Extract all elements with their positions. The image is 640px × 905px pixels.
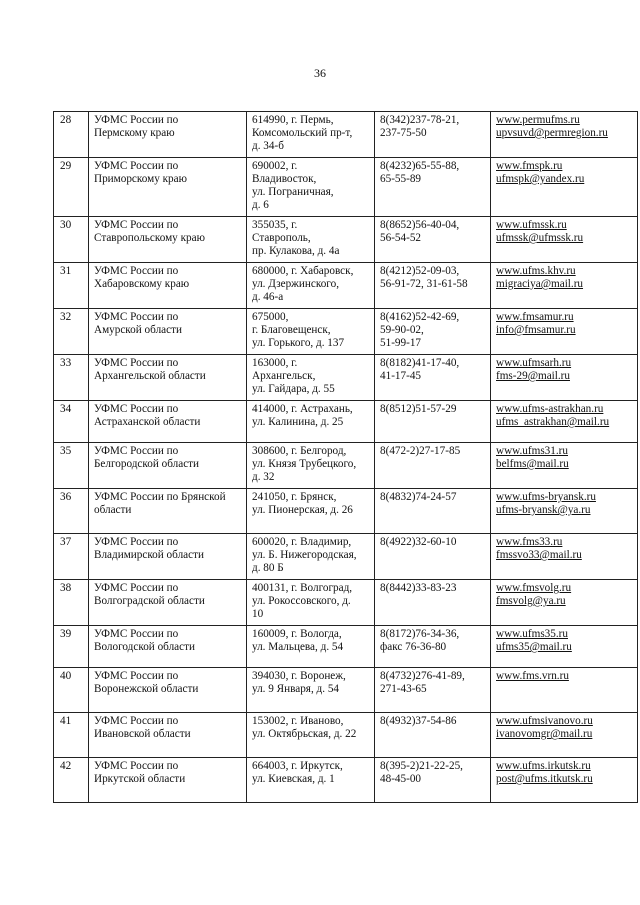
address-cell [247, 309, 375, 355]
phone-line: 41-17-45 [380, 370, 422, 382]
address-cell [247, 580, 375, 626]
address-line: 308600, г. Белгород, [252, 445, 347, 457]
address-line: ул. Дзержинского, [252, 278, 339, 290]
office-name-line: Амурской области [94, 324, 182, 336]
office-name-line: УФМС России по [94, 760, 179, 772]
phone-cell [375, 580, 491, 626]
office-name-line: Приморскому краю [94, 173, 187, 185]
phone-cell [375, 355, 491, 401]
web-contact-cell [491, 758, 638, 803]
email-link[interactable]: ufms_astrakhan@mail.ru [496, 416, 610, 428]
row-number: 40 [54, 668, 89, 713]
office-name-line: Ивановской области [94, 728, 191, 740]
website-link[interactable]: www.ufms-bryansk.ru [496, 491, 596, 503]
address-line: г. Благовещенск, [252, 324, 331, 336]
office-name-cell [89, 580, 247, 626]
table-row [54, 309, 638, 355]
row-number: 32 [54, 309, 89, 355]
address-line: Комсомольский пр-т, [252, 127, 353, 139]
address-line: 680000, г. Хабаровск, [252, 265, 354, 277]
website-link[interactable]: www.ufms31.ru [496, 445, 568, 457]
phone-cell [375, 263, 491, 309]
website-link[interactable]: www.ufms.khv.ru [496, 265, 576, 277]
address-line: ул. Пограничная, [252, 186, 334, 198]
phone-line: 8(8652)56-40-04, [380, 219, 460, 231]
page-number: 36 [314, 66, 326, 80]
office-name-line: Белгородской области [94, 458, 200, 470]
phone-line: 8(8512)51-57-29 [380, 403, 457, 415]
row-number: 41 [54, 713, 89, 758]
table-row [54, 355, 638, 401]
address-line: 355035, г. [252, 219, 298, 231]
table-row [54, 713, 638, 758]
office-name-line: Пермскому краю [94, 127, 175, 139]
phone-line: 237-75-50 [380, 127, 427, 139]
office-name-line: УФМС России по [94, 114, 179, 126]
office-name-line: Владимирской области [94, 549, 204, 561]
web-contact-cell [491, 401, 638, 443]
table-row [54, 443, 638, 489]
address-line: 600020, г. Владимир, [252, 536, 352, 548]
email-link[interactable]: ivanovomgr@mail.ru [496, 728, 593, 740]
web-contact-cell [491, 309, 638, 355]
web-contact-cell [491, 489, 638, 534]
office-name-cell [89, 626, 247, 668]
email-link[interactable]: upvsuvd@permregion.ru [496, 127, 608, 139]
phone-line: 8(4922)32-60-10 [380, 536, 457, 548]
row-number: 34 [54, 401, 89, 443]
phone-cell [375, 534, 491, 580]
phone-line: 8(4162)52-42-69, [380, 311, 460, 323]
address-cell [247, 626, 375, 668]
address-cell [247, 158, 375, 217]
office-name-line: УФМС России по [94, 582, 179, 594]
address-line: ул. 9 Января, д. 54 [252, 683, 340, 695]
address-line: 400131, г. Волгоград, [252, 582, 353, 594]
address-cell [247, 489, 375, 534]
address-line: 614990, г. Пермь, [252, 114, 334, 126]
table-row [54, 158, 638, 217]
address-cell [247, 217, 375, 263]
row-number: 29 [54, 158, 89, 217]
table-row [54, 217, 638, 263]
table-row [54, 401, 638, 443]
address-line: Владивосток, [252, 173, 317, 185]
table-row [54, 112, 638, 158]
web-contact-cell [491, 263, 638, 309]
phone-cell [375, 158, 491, 217]
table-row [54, 489, 638, 534]
row-number: 39 [54, 626, 89, 668]
office-name-line: УФМС России по [94, 715, 179, 727]
address-line: 160009, г. Вологда, [252, 628, 342, 640]
website-link[interactable]: www.ufmsivanovo.ru [496, 715, 593, 727]
office-name-line: Волгоградской области [94, 595, 205, 607]
address-line: ул. Пионерская, д. 26 [252, 504, 353, 516]
website-link[interactable]: www.ufmsarh.ru [496, 357, 572, 369]
row-number: 42 [54, 758, 89, 803]
phone-line: 8(4932)37-54-86 [380, 715, 457, 727]
table-row [54, 668, 638, 713]
address-line: д. 34-б [252, 140, 284, 152]
row-number: 38 [54, 580, 89, 626]
phone-cell [375, 217, 491, 263]
office-name-line: УФМС России по [94, 265, 179, 277]
office-name-line: Иркутской области [94, 773, 186, 785]
phone-line: 8(472-2)27-17-85 [380, 445, 461, 457]
row-number: 36 [54, 489, 89, 534]
address-line: 664003, г. Иркутск, [252, 760, 343, 772]
website-link[interactable]: www.fms.vrn.ru [496, 670, 569, 682]
office-name-line: Ставропольскому краю [94, 232, 205, 244]
address-line: ул. Б. Нижегородская, [252, 549, 357, 561]
website-link[interactable]: www.fms33.ru [496, 536, 563, 548]
phone-cell [375, 443, 491, 489]
row-number: 28 [54, 112, 89, 158]
email-link[interactable]: belfms@mail.ru [496, 458, 569, 470]
address-cell [247, 443, 375, 489]
phone-line: 8(395-2)21-22-25, [380, 760, 463, 772]
website-link[interactable]: www.fmspk.ru [496, 160, 563, 172]
address-line: ул. Горького, д. 137 [252, 337, 345, 349]
phone-cell [375, 626, 491, 668]
office-name-line: УФМС России по [94, 357, 179, 369]
address-line: 241050, г. Брянск, [252, 491, 337, 503]
website-link[interactable]: www.ufms.irkutsk.ru [496, 760, 591, 772]
website-link[interactable]: www.permufms.ru [496, 114, 580, 126]
address-cell [247, 668, 375, 713]
office-name-cell [89, 263, 247, 309]
office-name-cell [89, 158, 247, 217]
address-line: 414000, г. Астрахань, [252, 403, 353, 415]
phone-line: 51-99-17 [380, 337, 422, 349]
email-link[interactable]: ufmspk@yandex.ru [496, 173, 585, 185]
address-cell [247, 713, 375, 758]
phone-line: 8(8172)76-34-36, [380, 628, 460, 640]
office-name-line: УФМС России по [94, 160, 179, 172]
phone-cell [375, 309, 491, 355]
address-line: 690002, г. [252, 160, 298, 172]
phone-line: 8(8442)33-83-23 [380, 582, 457, 594]
address-line: ул. Мальцева, д. 54 [252, 641, 344, 653]
web-contact-cell [491, 158, 638, 217]
address-line: ул. Калинина, д. 25 [252, 416, 344, 428]
web-contact-cell [491, 534, 638, 580]
office-name-cell [89, 713, 247, 758]
address-line: 153002, г. Иваново, [252, 715, 344, 727]
row-number: 30 [54, 217, 89, 263]
office-name-line: Вологодской области [94, 641, 195, 653]
phone-line: 8(4832)74-24-57 [380, 491, 457, 503]
office-name-line: УФМС России по [94, 536, 179, 548]
phone-cell [375, 713, 491, 758]
table-row [54, 534, 638, 580]
email-link[interactable]: fms-29@mail.ru [496, 370, 570, 382]
address-line: 394030, г. Воронеж, [252, 670, 346, 682]
web-contact-cell [491, 217, 638, 263]
web-contact-cell [491, 112, 638, 158]
table-row [54, 580, 638, 626]
web-contact-cell [491, 580, 638, 626]
address-line: ул. Гайдара, д. 55 [252, 383, 335, 395]
address-line: д. 6 [252, 199, 269, 211]
office-name-line: области [94, 504, 132, 516]
website-link[interactable]: www.fmsamur.ru [496, 311, 574, 323]
address-line: д. 80 Б [252, 562, 284, 574]
office-name-cell [89, 758, 247, 803]
office-name-line: УФМС России по [94, 311, 179, 323]
web-contact-cell [491, 626, 638, 668]
office-name-cell [89, 112, 247, 158]
office-name-cell [89, 309, 247, 355]
email-link[interactable]: post@ufms.itkutsk.ru [496, 773, 593, 785]
email-link[interactable]: info@fmsamur.ru [496, 324, 576, 336]
row-number: 33 [54, 355, 89, 401]
office-name-cell [89, 401, 247, 443]
phone-cell [375, 758, 491, 803]
office-name-line: УФМС России по [94, 670, 179, 682]
email-link[interactable]: fmssvo33@mail.ru [496, 549, 582, 561]
phone-line: 8(342)237-78-21, [380, 114, 460, 126]
phone-cell [375, 401, 491, 443]
row-number: 31 [54, 263, 89, 309]
address-cell [247, 112, 375, 158]
phone-line: 8(4732)276-41-89, [380, 670, 465, 682]
web-contact-cell [491, 355, 638, 401]
phone-line: 271-43-65 [380, 683, 427, 695]
address-cell [247, 263, 375, 309]
address-cell [247, 534, 375, 580]
website-link[interactable]: www.ufms35.ru [496, 628, 568, 640]
address-line: Архангельск, [252, 370, 316, 382]
phone-line: 8(4232)65-55-88, [380, 160, 460, 172]
address-line: 10 [252, 608, 264, 620]
address-cell [247, 758, 375, 803]
address-line: ул. Октябрьская, д. 22 [252, 728, 357, 740]
website-link[interactable]: www.fmsvolg.ru [496, 582, 572, 594]
address-line: д. 32 [252, 471, 275, 483]
office-name-line: Воронежской области [94, 683, 199, 695]
row-number: 37 [54, 534, 89, 580]
email-link[interactable]: migraciya@mail.ru [496, 278, 584, 290]
table-body [54, 112, 638, 803]
table-row [54, 263, 638, 309]
email-link[interactable]: ufmssk@ufmssk.ru [496, 232, 584, 244]
email-link[interactable]: ufms35@mail.ru [496, 641, 572, 653]
table-row [54, 758, 638, 803]
web-contact-cell [491, 713, 638, 758]
website-link[interactable]: www.ufmssk.ru [496, 219, 567, 231]
email-link[interactable]: ufms-bryansk@ya.ru [496, 504, 591, 516]
office-name-cell [89, 443, 247, 489]
office-name-cell [89, 355, 247, 401]
office-name-line: УФМС России по [94, 445, 179, 457]
office-name-cell [89, 668, 247, 713]
office-name-cell [89, 217, 247, 263]
office-name-cell [89, 489, 247, 534]
address-line: Ставрополь, [252, 232, 311, 244]
phone-line: 56-54-52 [380, 232, 422, 244]
phone-cell [375, 668, 491, 713]
phone-line: 8(8182)41-17-40, [380, 357, 460, 369]
address-cell [247, 401, 375, 443]
phone-line: 56-91-72, 31-61-58 [380, 278, 468, 290]
address-line: 675000, [252, 311, 289, 323]
phone-line: факс 76-36-80 [380, 641, 447, 653]
phone-line: 59-90-02, [380, 324, 424, 336]
address-line: ул. Рокоссовского, д. [252, 595, 351, 607]
table-row [54, 626, 638, 668]
phone-line: 8(4212)52-09-03, [380, 265, 460, 277]
website-link[interactable]: www.ufms-astrakhan.ru [496, 403, 604, 415]
office-name-line: Хабаровскому краю [94, 278, 190, 290]
address-line: ул. Киевская, д. 1 [252, 773, 335, 785]
web-contact-cell [491, 443, 638, 489]
office-name-line: УФМС России по [94, 219, 179, 231]
address-line: пр. Кулакова, д. 4а [252, 245, 340, 257]
office-name-line: УФМС России по [94, 403, 179, 415]
address-line: 163000, г. [252, 357, 298, 369]
email-link[interactable]: fmsvolg@ya.ru [496, 595, 566, 607]
office-name-line: Архангельской области [94, 370, 206, 382]
office-name-line: Астраханской области [94, 416, 201, 428]
fms-contacts-table [53, 111, 638, 803]
web-contact-cell [491, 668, 638, 713]
phone-line: 65-55-89 [380, 173, 422, 185]
office-name-cell [89, 534, 247, 580]
address-cell [247, 355, 375, 401]
row-number: 35 [54, 443, 89, 489]
address-line: д. 46-а [252, 291, 284, 303]
phone-line: 48-45-00 [380, 773, 422, 785]
office-name-line: УФМС России по Брянской [94, 491, 226, 503]
address-line: ул. Князя Трубецкого, [252, 458, 357, 470]
phone-cell [375, 112, 491, 158]
phone-cell [375, 489, 491, 534]
office-name-line: УФМС России по [94, 628, 179, 640]
